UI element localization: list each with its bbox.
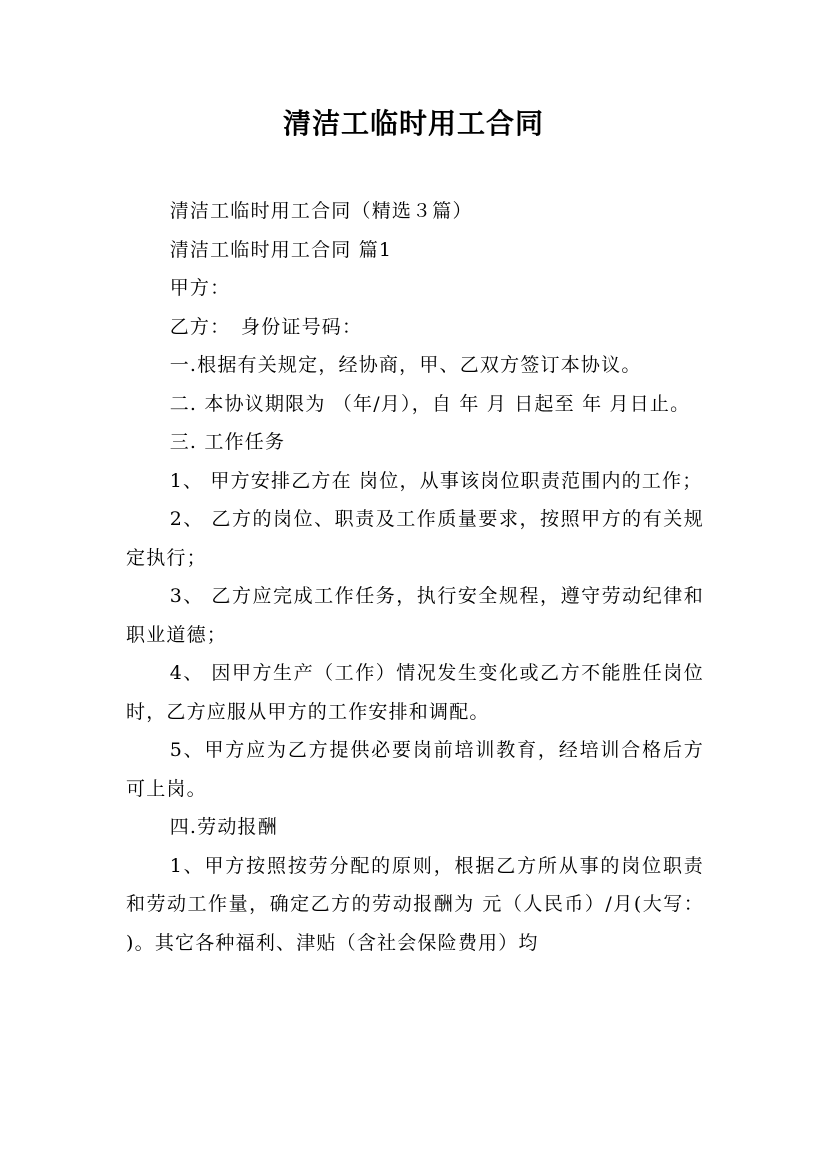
- paragraph: 3、 乙方应完成工作任务，执行安全规程，遵守劳动纪律和职业道德；: [126, 585, 704, 646]
- paragraph: 一.根据有关规定，经协商，甲、乙双方签订本协议。: [169, 354, 642, 376]
- paragraph: 4、 因甲方生产（工作）情况发生变化或乙方不能胜任岗位时，乙方应服从甲方的工作安排和调配。: [126, 662, 704, 723]
- document-title: 清洁工临时用工合同: [282, 107, 544, 140]
- paragraph: 清洁工临时用工合同 篇1: [169, 238, 393, 261]
- paragraph: 二. 本协议期限为 （年/月），自 年 月 日起至 年 月日止。: [169, 392, 691, 415]
- paragraph: 1、 甲方安排乙方在 岗位，从事该岗位职责范围内的工作；: [169, 469, 703, 492]
- paragraph: 乙方： 身份证号码：: [169, 315, 363, 338]
- paragraph: 四.劳动报酬: [169, 816, 278, 838]
- paragraph: 2、 乙方的岗位、职责及工作质量要求，按照甲方的有关规定执行；: [126, 508, 704, 569]
- paragraph: 三. 工作任务: [169, 431, 286, 453]
- paragraph: 5、甲方应为乙方提供必要岗前培训教育，经培训合格后方可上岗。: [126, 739, 704, 800]
- paragraph: 清洁工临时用工合同（精选３篇）: [169, 200, 473, 222]
- paragraph: 甲方：: [169, 277, 231, 299]
- paragraph: 1、甲方按照按劳分配的原则，根据乙方所从事的岗位职责和劳动工作量，确定乙方的劳动报酬为 元（人民币）/月(大写： )。其它各种福利、津贴（含社会保险费用）均: [126, 854, 704, 954]
- document-body: [126, 192, 704, 962]
